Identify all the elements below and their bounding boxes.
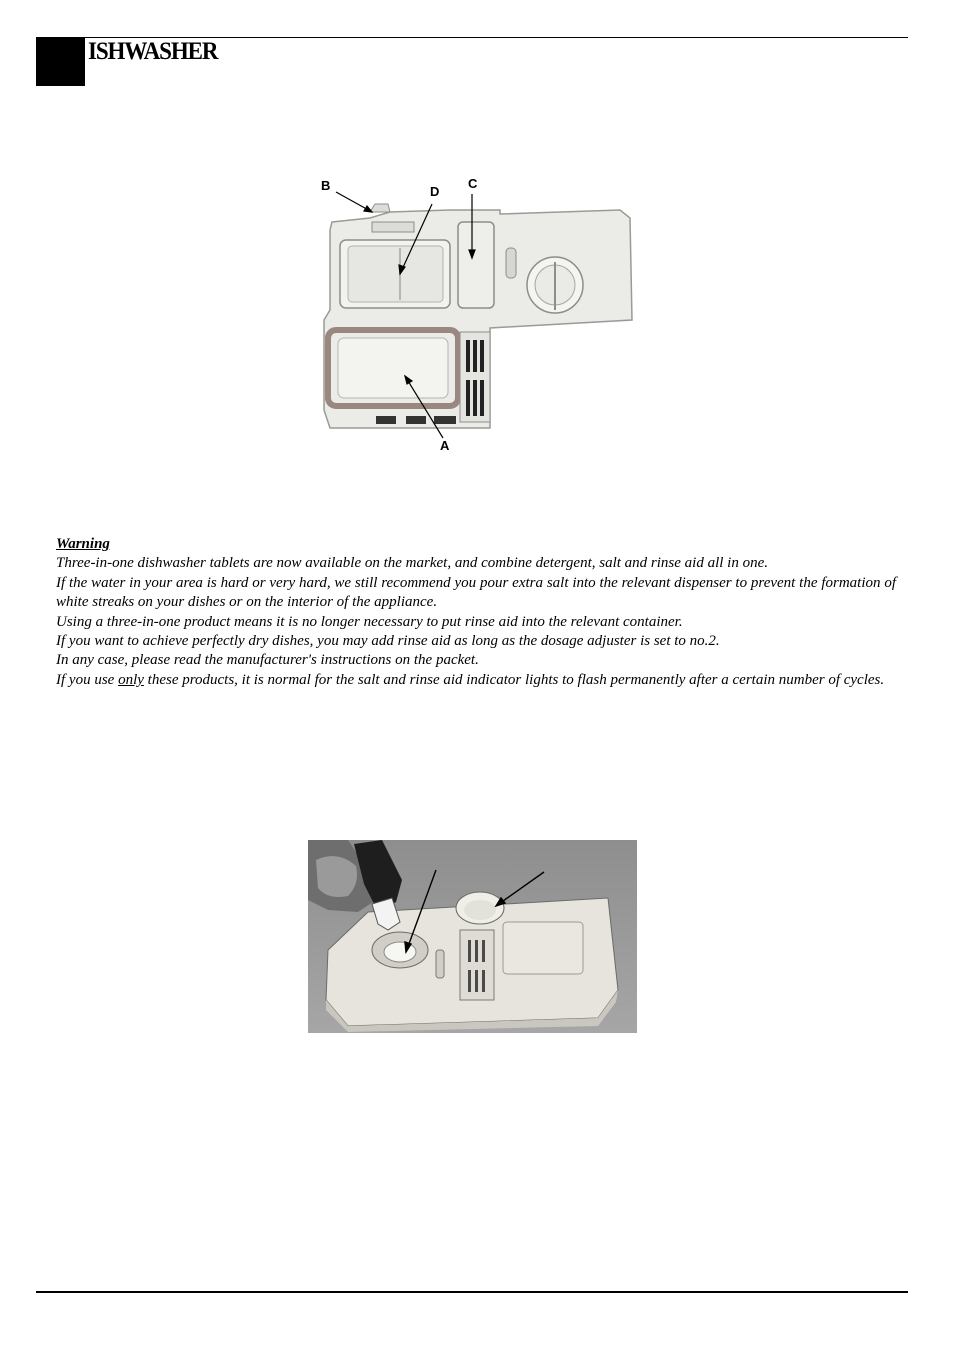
warning-line-6-start: If you use <box>56 671 119 688</box>
dispenser-illustration <box>300 170 660 460</box>
warning-line-5: In any case, please read the manufacturer's instructions on the packet. <box>56 652 479 669</box>
warning-line-6-end: these products, it is normal for the salt and rinse aid indicator lights to flash permanently after a certain number of cycles. <box>143 671 885 688</box>
bottom-rule <box>36 1291 908 1293</box>
warning-line-6-emphasis: only <box>118 671 144 688</box>
dispenser-diagram <box>300 170 660 460</box>
warning-line-6 <box>56 671 896 690</box>
label-c: C <box>468 176 478 191</box>
header-block <box>36 38 85 86</box>
warning-section <box>56 535 896 690</box>
warning-heading: Warning <box>56 536 110 552</box>
warning-line-2: If the water in your area is hard or very hard, we still recommend you pour extra salt into the relevant dispenser to prevent the formation of white streaks on your dishes or on the interior of the appliance. <box>56 574 896 611</box>
label-d: D <box>430 184 440 199</box>
label-b: B <box>321 178 331 193</box>
warning-line-3: Using a three-in-one product means it is no longer necessary to put rinse aid into the relevant container. <box>56 613 683 630</box>
warning-line-4: If you want to achieve perfectly dry dishes, you may add rinse aid as long as the dosage adjuster is set to no.2. <box>56 633 720 650</box>
warning-line-1: Three-in-one dishwasher tablets are now available on the market, and combine detergent, salt and rinse aid all in one. <box>56 555 768 572</box>
rinse-aid-photo <box>308 840 637 1033</box>
page-title: ISHWASHER <box>88 38 218 65</box>
rinse-aid-illustration <box>308 840 637 1033</box>
label-a: A <box>440 438 450 453</box>
